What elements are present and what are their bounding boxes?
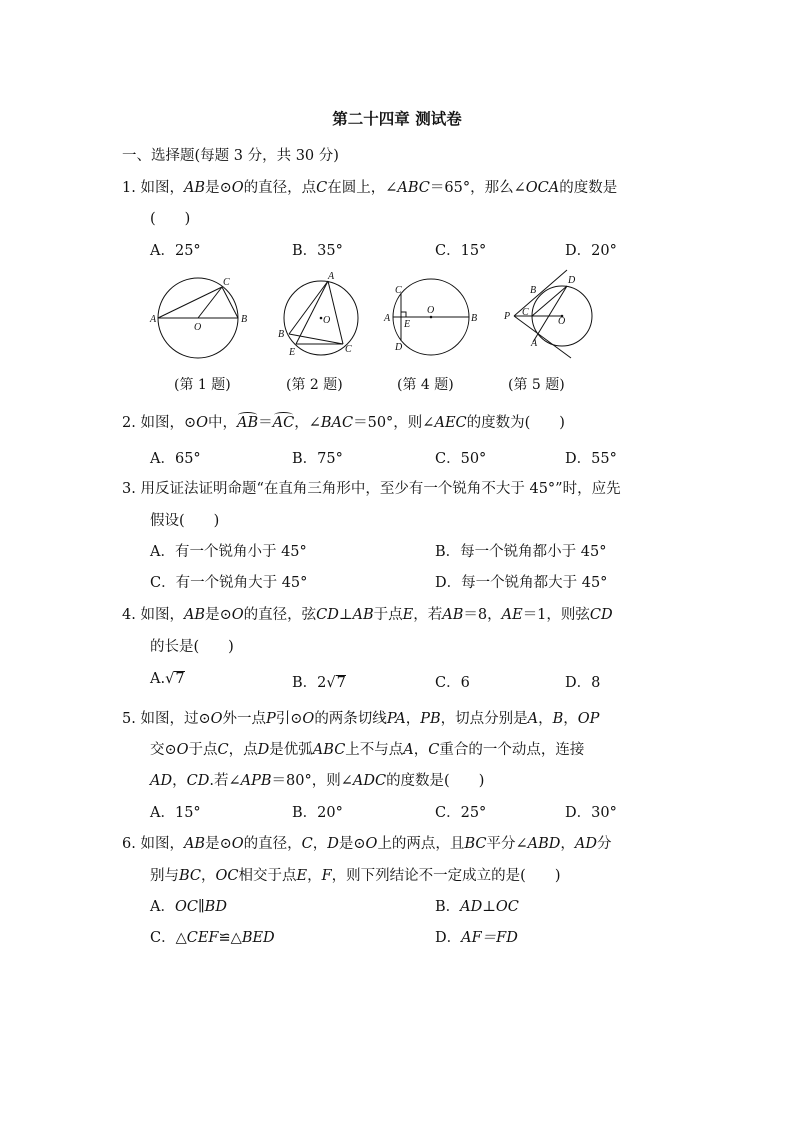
math-var: P bbox=[266, 711, 276, 727]
text: ，若 bbox=[413, 607, 443, 623]
arc-ac: AC bbox=[272, 415, 295, 431]
q2-option-a[interactable]: A．65° bbox=[150, 451, 201, 467]
text: 是⊙ bbox=[205, 607, 232, 623]
question-6-line-1 bbox=[122, 832, 612, 853]
option-label: B．2 bbox=[292, 675, 327, 691]
text: 的度数为( ) bbox=[466, 415, 565, 431]
math-var: C bbox=[316, 180, 328, 196]
math-var: C bbox=[428, 742, 440, 758]
math-var: O bbox=[210, 711, 223, 727]
question-3-line-1 bbox=[122, 477, 621, 498]
q1-option-d[interactable]: D．20° bbox=[565, 243, 617, 259]
math-var: ABD bbox=[527, 836, 561, 852]
text: ⊥ bbox=[338, 607, 353, 623]
text: 的度数是( ) bbox=[386, 773, 485, 789]
option-label: A. bbox=[150, 671, 166, 687]
text: 引⊙ bbox=[275, 711, 303, 727]
math-var: O bbox=[302, 711, 315, 727]
arc-ab: AB bbox=[237, 415, 259, 431]
question-number: 3. bbox=[122, 481, 136, 497]
math-var: BAC bbox=[320, 415, 354, 431]
math-var: ABC bbox=[397, 180, 430, 196]
math-var: D bbox=[327, 836, 339, 852]
question-number: 1. bbox=[122, 180, 136, 196]
text: 如图，过⊙ bbox=[140, 711, 211, 727]
q4-option-a[interactable]: A.√7 bbox=[150, 671, 185, 687]
text: ， bbox=[538, 711, 553, 727]
q5-option-d[interactable]: D．30° bbox=[565, 805, 617, 821]
svg-text:B: B bbox=[530, 285, 537, 296]
text: ＝8， bbox=[463, 607, 502, 623]
q2-option-c[interactable]: C．50° bbox=[435, 451, 487, 467]
math-var: AD bbox=[150, 773, 173, 789]
text: 交⊙ bbox=[150, 742, 177, 758]
math-var: AB bbox=[442, 607, 464, 623]
math-var: PA bbox=[386, 711, 406, 727]
text: 外一点 bbox=[222, 711, 266, 727]
svg-text:B: B bbox=[278, 329, 285, 340]
text: 的两条切线 bbox=[314, 711, 387, 727]
q3-option-d[interactable]: D．每一个锐角都大于 45° bbox=[435, 575, 608, 591]
math-var: BC bbox=[464, 836, 487, 852]
text: 分 bbox=[597, 836, 612, 852]
math-var: AB bbox=[183, 607, 206, 623]
question-number: 5. bbox=[122, 711, 136, 727]
math-var: OCA bbox=[525, 180, 560, 196]
option-label: A． bbox=[150, 899, 175, 915]
math-var: AB bbox=[183, 836, 206, 852]
option-text: OC∥BD bbox=[174, 899, 227, 915]
svg-text:E: E bbox=[289, 347, 296, 358]
math-var: ADC bbox=[352, 773, 387, 789]
math-var: AEC bbox=[434, 415, 467, 431]
svg-text:E: E bbox=[404, 319, 411, 330]
option-text: AD⊥OC bbox=[460, 899, 519, 915]
radicand: 7 bbox=[336, 675, 346, 691]
text: 如图， bbox=[140, 836, 184, 852]
figure-2-caption: (第 2 题) bbox=[286, 377, 343, 393]
text: 相交于点 bbox=[238, 868, 297, 884]
text: ， bbox=[560, 836, 575, 852]
figure-4-caption: (第 4 题) bbox=[397, 377, 454, 393]
page-title: 第二十四章 测试卷 bbox=[332, 109, 462, 128]
math-var: AE bbox=[501, 607, 523, 623]
q6-option-b[interactable] bbox=[435, 895, 519, 916]
text: 用反证法证明命题“在直角三角形中，至少有一个锐角不大于 45°”时，应先 bbox=[140, 481, 621, 497]
question-number: 6. bbox=[122, 836, 136, 852]
text: 重合的一个动点，连接 bbox=[439, 742, 585, 758]
svg-text:B: B bbox=[471, 313, 478, 324]
math-var: A bbox=[403, 742, 414, 758]
q4-option-b[interactable]: B．2√7 bbox=[292, 675, 346, 691]
q6-option-d[interactable] bbox=[435, 926, 518, 947]
question-4-line-1 bbox=[122, 603, 613, 624]
q3-option-b[interactable]: B．每一个锐角都小于 45° bbox=[435, 544, 607, 560]
svg-text:C: C bbox=[395, 285, 402, 296]
text: 的度数是 bbox=[559, 180, 618, 196]
svg-text:D: D bbox=[568, 275, 576, 286]
svg-text:O: O bbox=[427, 305, 435, 316]
text: 是优弧 bbox=[269, 742, 313, 758]
question-5-line-3 bbox=[150, 769, 484, 790]
option-text: AF＝FD bbox=[461, 930, 518, 946]
figures bbox=[0, 0, 794, 400]
math-var: C bbox=[301, 836, 313, 852]
svg-text:P: P bbox=[504, 311, 511, 322]
text: ＝ bbox=[258, 415, 273, 431]
text: 中， bbox=[208, 415, 237, 431]
text: ，则下列结论不一定成立的是( ) bbox=[331, 868, 561, 884]
text: 是⊙ bbox=[338, 836, 366, 852]
text: ＝50°，则∠ bbox=[353, 415, 435, 431]
math-var: O bbox=[176, 742, 189, 758]
text: ， bbox=[405, 711, 421, 727]
math-var: O bbox=[231, 180, 244, 196]
option-label: D． bbox=[435, 930, 462, 946]
option-text: ≌△ bbox=[218, 930, 242, 946]
math-var: CD bbox=[186, 773, 210, 789]
text: 是⊙ bbox=[205, 836, 232, 852]
question-number: 4. bbox=[122, 607, 136, 623]
figure-1 bbox=[158, 278, 238, 358]
q5-option-a[interactable]: A．15° bbox=[150, 805, 201, 821]
text: 于点 bbox=[188, 742, 218, 758]
text: ＝80°，则∠ bbox=[271, 773, 353, 789]
text: ， bbox=[201, 868, 216, 884]
svg-text:A: A bbox=[531, 338, 538, 349]
text: 的直径，点 bbox=[243, 180, 317, 196]
text: 如图， bbox=[140, 607, 184, 623]
q1-option-b[interactable]: B．35° bbox=[292, 243, 343, 259]
radicand: 7 bbox=[175, 671, 185, 687]
svg-text:C: C bbox=[223, 277, 230, 288]
math-var: BC bbox=[179, 868, 202, 884]
q6-option-c[interactable] bbox=[150, 926, 275, 947]
math-var: CD bbox=[316, 607, 339, 623]
math-var: AB bbox=[183, 180, 206, 196]
math-var: F bbox=[321, 868, 332, 884]
svg-text:A: A bbox=[384, 313, 391, 324]
q4-option-d[interactable]: D．8 bbox=[565, 675, 601, 691]
question-number: 2. bbox=[122, 415, 136, 431]
text: 上的两点，且 bbox=[377, 836, 465, 852]
q1-option-a[interactable]: A．25° bbox=[150, 243, 201, 259]
q6-option-a[interactable] bbox=[150, 895, 227, 916]
question-3-line-2: 假设( ) bbox=[150, 513, 220, 529]
q5-option-b[interactable]: B．20° bbox=[292, 805, 343, 821]
svg-text:A: A bbox=[328, 271, 335, 282]
question-5-line-2 bbox=[150, 738, 584, 759]
text: 上不与点 bbox=[345, 742, 404, 758]
text: ， bbox=[312, 836, 328, 852]
text: ＝65°，那么∠ bbox=[429, 180, 526, 196]
option-text: BED bbox=[241, 930, 275, 946]
figure-1-caption: (第 1 题) bbox=[174, 377, 231, 393]
text: ， bbox=[563, 711, 578, 727]
q5-option-c[interactable]: C．25° bbox=[435, 805, 487, 821]
math-var: AD bbox=[574, 836, 597, 852]
text: .若∠ bbox=[209, 773, 241, 789]
math-var: A bbox=[527, 711, 539, 727]
option-label: B． bbox=[435, 899, 461, 915]
text: 的直径，弦 bbox=[243, 607, 317, 623]
math-var: O bbox=[231, 607, 244, 623]
text: ，点 bbox=[228, 742, 258, 758]
math-var: O bbox=[196, 415, 208, 431]
math-var: E bbox=[296, 868, 308, 884]
option-label: C．△ bbox=[150, 930, 187, 946]
section-heading: 一、选择题(每题 3 分，共 30 分) bbox=[122, 148, 339, 164]
option-text: CEF bbox=[186, 930, 219, 946]
text: 在圆上，∠ bbox=[327, 180, 398, 196]
text: ， bbox=[413, 742, 429, 758]
question-2-line-1 bbox=[122, 411, 565, 432]
svg-text:C: C bbox=[522, 307, 529, 318]
figure-5-caption: (第 5 题) bbox=[508, 377, 565, 393]
svg-text:D: D bbox=[395, 342, 403, 353]
math-var: AB bbox=[352, 607, 374, 623]
text: ，∠ bbox=[294, 415, 321, 431]
q3-option-a[interactable]: A．有一个锐角小于 45° bbox=[150, 544, 307, 560]
math-var: ABC bbox=[312, 742, 346, 758]
text: ， bbox=[172, 773, 187, 789]
math-var: OP bbox=[577, 711, 600, 727]
question-1-answer-blank: ( ) bbox=[150, 211, 191, 227]
question-6-line-2 bbox=[150, 864, 561, 885]
q1-option-c[interactable]: C．15° bbox=[435, 243, 487, 259]
question-4-line-2: 的长是( ) bbox=[150, 639, 234, 655]
text: 如图， bbox=[140, 180, 184, 196]
text: 如图，⊙ bbox=[140, 415, 197, 431]
svg-text:B: B bbox=[241, 314, 248, 325]
question-5-line-1 bbox=[122, 707, 599, 728]
math-var: C bbox=[217, 742, 229, 758]
text: 是⊙ bbox=[205, 180, 232, 196]
text: ，切点分别是 bbox=[440, 711, 528, 727]
math-var: APB bbox=[240, 773, 272, 789]
q3-option-c[interactable]: C．有一个锐角大于 45° bbox=[150, 575, 308, 591]
text: 的直径， bbox=[243, 836, 302, 852]
text: 平分∠ bbox=[486, 836, 528, 852]
text: 别与 bbox=[150, 868, 179, 884]
math-var: CD bbox=[589, 607, 613, 623]
math-var: PB bbox=[420, 711, 441, 727]
svg-text:O: O bbox=[323, 315, 331, 326]
math-var: OC bbox=[215, 868, 239, 884]
math-var: O bbox=[231, 836, 244, 852]
text: 于点 bbox=[373, 607, 403, 623]
svg-text:A: A bbox=[150, 314, 157, 325]
svg-text:C: C bbox=[345, 344, 352, 355]
math-var: B bbox=[552, 711, 564, 727]
math-var: D bbox=[257, 742, 270, 758]
q2-option-b[interactable]: B．75° bbox=[292, 451, 343, 467]
math-var: E bbox=[402, 607, 414, 623]
q2-option-d[interactable]: D．55° bbox=[565, 451, 617, 467]
svg-text:O: O bbox=[194, 322, 202, 333]
text: ＝1，则弦 bbox=[522, 607, 590, 623]
q4-option-c[interactable]: C．6 bbox=[435, 675, 470, 691]
text: ， bbox=[307, 868, 322, 884]
svg-text:O: O bbox=[558, 316, 566, 327]
math-var: O bbox=[365, 836, 378, 852]
